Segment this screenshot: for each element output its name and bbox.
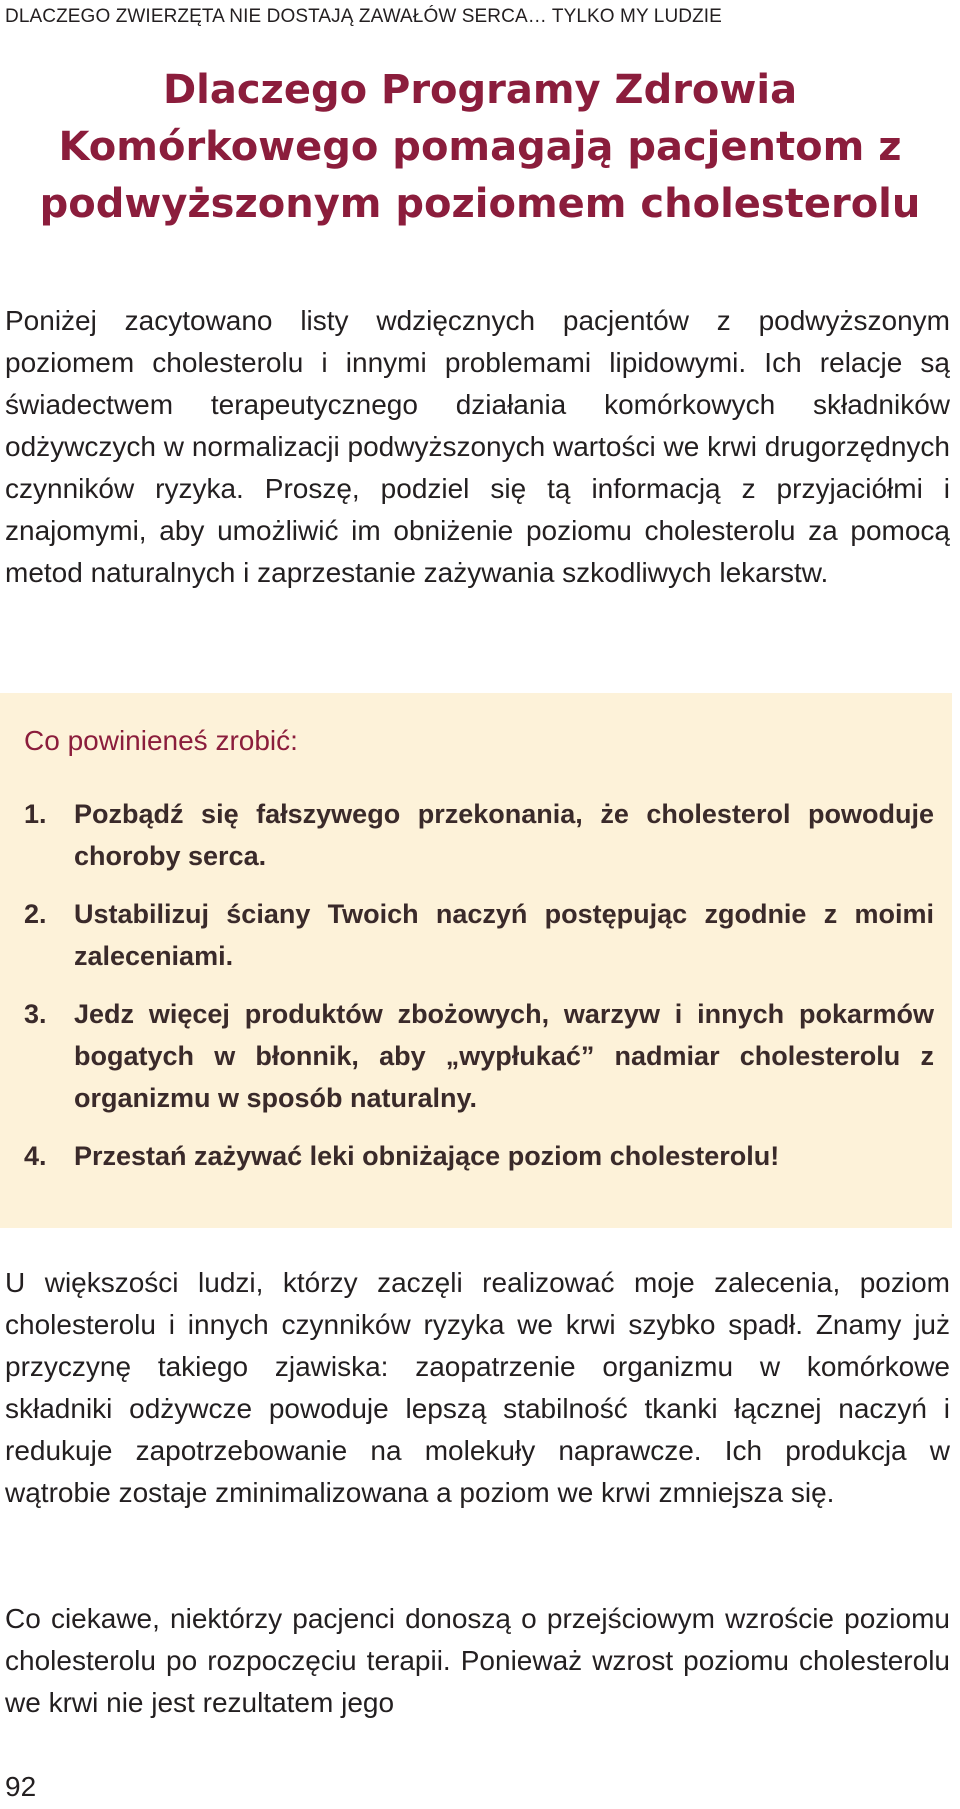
recommendations-box	[0, 693, 952, 1228]
title-line: Dlaczego Programy Zdrowia	[162, 67, 798, 113]
body-paragraph: U większości ludzi, którzy zaczęli realizować moje zalecenia, poziom cholesterolu i innych czynników ryzyka we krwi szybko spadł. Znamy już przyczynę takiego zjawiska: zaopatrzenie organizmu w komórkowe składniki odżywcze powoduje lepszą stabilność tkanki łącznej naczyń i redukuje zapotrzebowanie na molekuły naprawcze. Ich produkcja w wątrobie zostaje zminimalizowana a poziom we krwi zmniejsza się.	[5, 1267, 950, 1508]
list-item	[24, 893, 934, 977]
step-number: 3.	[24, 999, 47, 1029]
list-item	[24, 1135, 934, 1177]
step-number: 1.	[24, 799, 47, 829]
page-number: 92	[5, 1771, 37, 1802]
steps-list	[24, 793, 934, 1193]
step-text: Ustabilizuj ściany Twoich naczyń postępując zgodnie z moimi zaleceniami.	[74, 899, 934, 971]
title-line: Komórkowego pomagają pacjentom z	[58, 124, 902, 170]
step-number: 4.	[24, 1141, 47, 1171]
page-title	[0, 62, 960, 233]
box-heading: Co powinieneś zrobić:	[24, 725, 298, 756]
body-paragraph: Co ciekawe, niektórzy pacjenci donoszą o przejściowym wzroście poziomu cholesterolu po rozpoczęciu terapii. Ponieważ wzrost poziomu cholesterolu we krwi nie jest rezultatem jego	[5, 1603, 950, 1718]
list-item	[24, 993, 934, 1119]
title-line: podwyższonym poziomem cholesterolu	[39, 181, 921, 227]
step-text: Przestań zażywać leki obniżające poziom cholesterolu!	[74, 1141, 780, 1171]
step-text: Pozbądź się fałszywego przekonania, że cholesterol powoduje choroby serca.	[74, 799, 934, 871]
step-number: 2.	[24, 899, 47, 929]
running-header: DLACZEGO ZWIERZĘTA NIE DOSTAJĄ ZAWAŁÓW SERCA… TYLKO MY LUDZIE	[5, 6, 722, 27]
list-item	[24, 793, 934, 877]
intro-paragraph: Poniżej zacytowano listy wdzięcznych pacjentów z podwyższonym poziomem cholesterolu i innymi problemami lipidowymi. Ich relacje są świadectwem terapeutycznego działania komórkowych składników odżywczych w normalizacji podwyższonych wartości we krwi drugorzędnych czynników ryzyka. Proszę, podziel się tą informacją z przyjaciółmi i znajomymi, aby umożliwić im obniżenie poziomu cholesterolu za pomocą metod naturalnych i zaprzestanie zażywania szkodliwych lekarstw.	[5, 305, 950, 588]
step-text: Jedz więcej produktów zbożowych, warzyw i innych pokarmów bogatych w błonnik, aby „wypłukać” nadmiar cholesterolu z organizmu w sposób naturalny.	[74, 999, 934, 1113]
